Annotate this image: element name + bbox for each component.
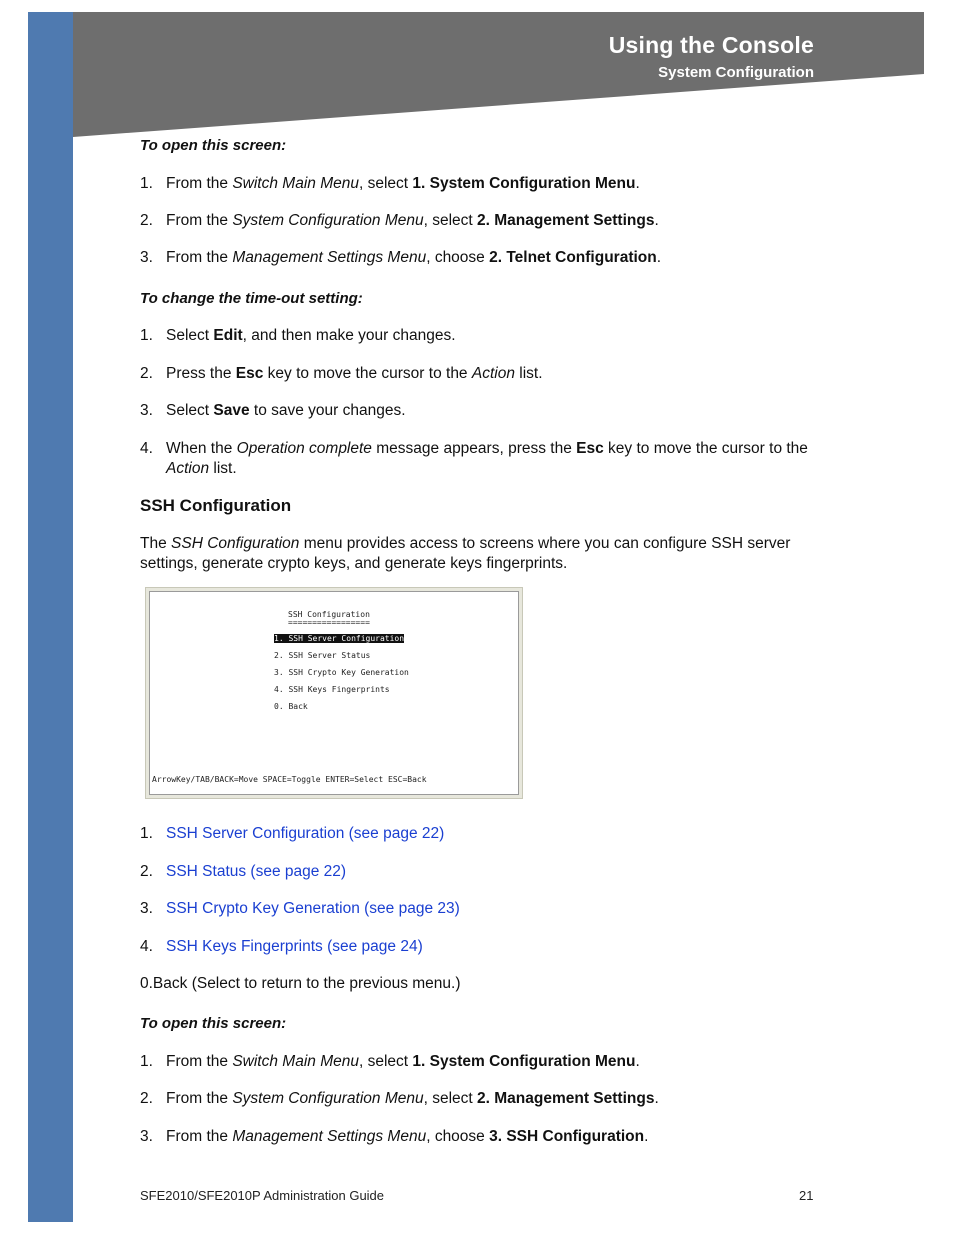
- header-banner: [73, 12, 924, 137]
- left-sidebar-bar: [28, 12, 73, 1222]
- terminal-menu-item[interactable]: 3. SSH Crypto Key Generation: [274, 668, 409, 677]
- ssh-keys-fingerprints-link[interactable]: SSH Keys Fingerprints (see page 24): [166, 938, 423, 955]
- ssh-status-link[interactable]: SSH Status (see page 22): [166, 863, 347, 880]
- ssh-server-config-link[interactable]: SSH Server Configuration (see page 22): [166, 825, 445, 842]
- terminal-title-underline: =================: [288, 618, 370, 627]
- list-item: 3. SSH Crypto Key Generation (see page 23): [140, 900, 460, 917]
- list-item: 2. Press the Esc key to move the cursor to the Action list.: [140, 365, 543, 382]
- terminal-screen: [149, 591, 519, 795]
- timeout-heading: To change the time-out setting:: [140, 290, 363, 307]
- page-subtitle: System Configuration: [658, 64, 814, 81]
- terminal-title: SSH Configuration: [288, 610, 370, 619]
- list-item: 2. SSH Status (see page 22): [140, 863, 347, 880]
- page-title: Using the Console: [608, 32, 814, 58]
- terminal-menu-item[interactable]: 0. Back: [274, 702, 308, 711]
- list-item: 4. SSH Keys Fingerprints (see page 24): [140, 938, 423, 955]
- list-item: 1. From the Switch Main Menu, select 1. System Configuration Menu.: [140, 175, 640, 192]
- section-heading: SSH Configuration: [140, 496, 292, 515]
- list-item: 1. SSH Server Configuration (see page 22): [140, 825, 445, 842]
- list-item: 4. When the Operation complete message appears, press the Esc key to move the cursor to the: [140, 440, 808, 457]
- list-item: 2. From the System Configuration Menu, select 2. Management Settings.: [140, 212, 659, 229]
- intro-paragraph: The SSH Configuration menu provides access to screens where you can configure SSH server settings, generate crypto keys, and generate keys fingerprints.: [140, 535, 791, 572]
- terminal-menu-item[interactable]: 2. SSH Server Status: [274, 651, 371, 660]
- list-item: 3. Select Save to save your changes.: [140, 402, 406, 419]
- open-screen-heading: To open this screen:: [140, 1015, 287, 1032]
- open-screen-heading: To open this screen:: [140, 137, 287, 154]
- back-note: 0.Back (Select to return to the previous menu.): [140, 975, 461, 992]
- list-item: 3. From the Management Settings Menu, choose 3. SSH Configuration.: [140, 1128, 649, 1145]
- list-item: 2. From the System Configuration Menu, select 2. Management Settings.: [140, 1090, 659, 1107]
- terminal-menu-item[interactable]: 4. SSH Keys Fingerprints: [274, 685, 390, 694]
- list-item: 3. From the Management Settings Menu, choose 2. Telnet Configuration.: [140, 249, 662, 266]
- ssh-crypto-key-link[interactable]: SSH Crypto Key Generation (see page 23): [166, 900, 460, 917]
- terminal-status-bar: ArrowKey/TAB/BACK=Move SPACE=Toggle ENTER=Select ESC=Back: [152, 775, 427, 784]
- ssh-configuration-screenshot: [145, 587, 523, 799]
- list-item-continuation: Action list.: [166, 460, 237, 477]
- page-number: 21: [799, 1188, 814, 1203]
- list-item: 1. From the Switch Main Menu, select 1. System Configuration Menu.: [140, 1053, 640, 1070]
- list-item: 1. Select Edit, and then make your changes.: [140, 327, 456, 344]
- terminal-menu-item[interactable]: 1. SSH Server Configuration: [274, 634, 405, 643]
- footer-guide-title: SFE2010/SFE2010P Administration Guide: [140, 1188, 385, 1203]
